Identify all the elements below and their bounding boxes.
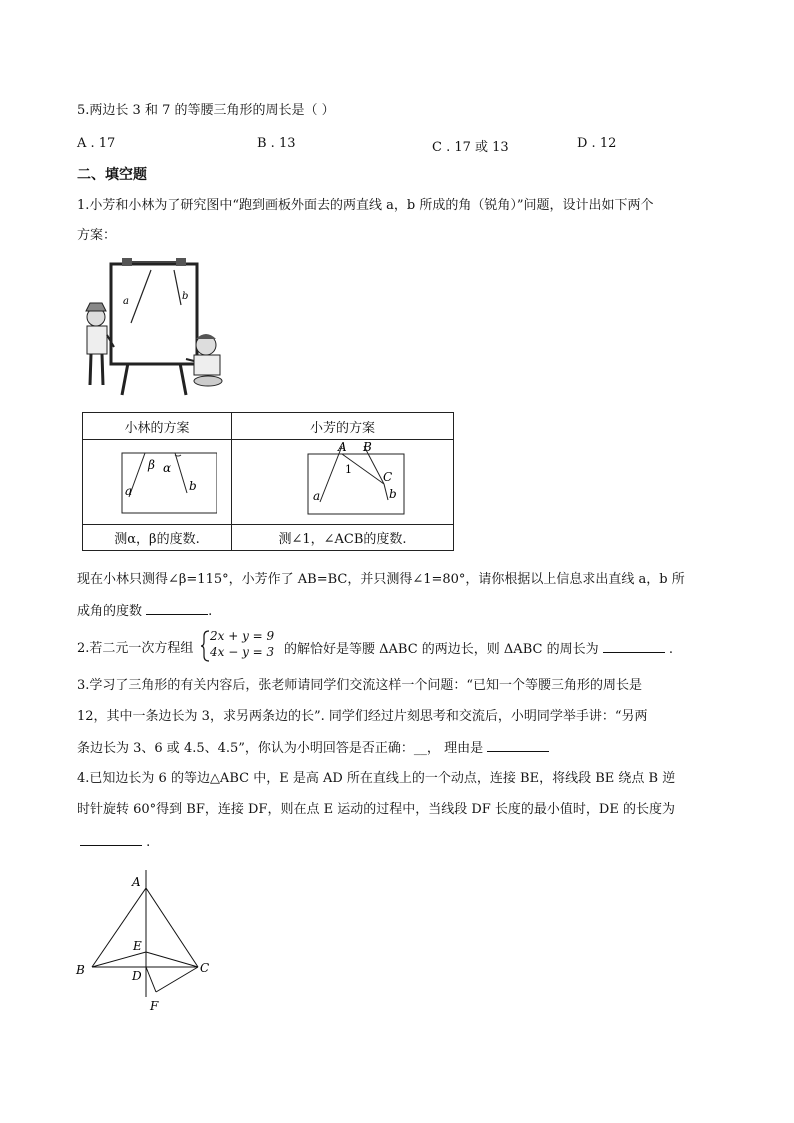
fig-label-B: B [76, 963, 85, 977]
xiaofang-figure [268, 440, 418, 520]
table-header-xiaofang: 小芳的方案 [232, 413, 454, 440]
q3-reason-blank [487, 739, 549, 752]
fig2-C: C [382, 470, 392, 484]
q1-answer-blank [146, 602, 208, 615]
fig-label-E: E [133, 939, 142, 953]
q5-option-d: D . 12 [577, 136, 617, 151]
q3-line3 [77, 739, 549, 758]
brace-icon [200, 630, 210, 662]
fig2-A: A [337, 440, 347, 454]
q4-line2: 时针旋转 60°得到 BF，连接 DF，则在点 E 运动的过程中，当线段 DF 长度的最小值时，DE 的长度为 [77, 802, 675, 817]
xiaofang-figure-cell [232, 440, 454, 525]
triangle-figure [70, 862, 220, 1022]
fig1-beta: β [148, 458, 155, 472]
q4-line3-suffix: . [146, 835, 151, 850]
q2-eq1: 2x + y = 9 [210, 629, 275, 643]
q5-option-c: C . 17 或 13 [432, 140, 509, 155]
fig1-alpha: α [163, 461, 172, 475]
fig-label-F: F [150, 999, 159, 1013]
q5-option-a: A . 17 [77, 136, 116, 151]
q2-prefix: 2.若二元一次方程组 [77, 641, 194, 656]
q2-eq2: 4x − y = 3 [210, 645, 275, 659]
q1-line3: 现在小林只测得∠β=115°，小芳作了 AB=BC，并只测得∠1=80°，请你根据以上信息求出直线 a，b 所 [77, 572, 685, 587]
section-heading: 二、填空题 [77, 167, 147, 183]
q4-line1: 4.已知边长为 6 的等边△ABC 中，E 是高 AD 所在直线上的一个动点，连接 BE，将线段 BE 绕点 B 逆 [77, 771, 676, 786]
fig-label-A: A [132, 875, 141, 889]
q3-line2: 12，其中一条边长为 3，求另两条边的长”. 同学们经过片刻思考和交流后，小明同学举手讲：“另两 [77, 709, 648, 724]
q1-line4 [77, 602, 212, 621]
q3-line1: 3.学习了三角形的有关内容后，张老师请同学们交流这样一个问题：“已知一个等腰三角形的周长是 [77, 678, 643, 693]
q2-suffix: . [668, 642, 673, 657]
fig1-a: a [125, 484, 133, 498]
q2-answer-blank [603, 640, 665, 653]
fig-label-D: D [132, 969, 142, 983]
q5-text: 5.两边长 3 和 7 的等腰三角形的周长是（ ） [77, 103, 335, 118]
fig1-b: b [189, 479, 197, 493]
plans-table [82, 412, 454, 551]
drawing-board-illustration [78, 255, 228, 400]
board-label-a: a [123, 296, 129, 307]
table-caption-xiaofang: 测∠1，∠ACB的度数. [232, 525, 454, 551]
board-label-b: b [182, 291, 189, 302]
fig2-b: b [388, 487, 397, 501]
xiaolin-figure-cell [83, 440, 232, 525]
fig2-B: B [362, 440, 372, 454]
fig2-angle-1: 1 [344, 463, 352, 476]
table-caption-xiaolin: 测α，β的度数. [83, 525, 232, 551]
q2-middle-text: 的解恰好是等腰 ΔABC 的两边长，则 ΔABC 的周长为 [284, 642, 599, 657]
xiaolin-figure [97, 445, 217, 515]
q1-line2: 方案： [77, 228, 117, 243]
q1-line4-prefix: 成角的度数 [77, 604, 143, 619]
q5-option-b: B . 13 [257, 136, 296, 151]
fig-label-C: C [200, 961, 210, 975]
q4-line3 [80, 833, 150, 852]
q2-middle [284, 640, 673, 659]
q4-answer-blank [80, 833, 142, 846]
q3-line3-text: 条边长为 3、6 或 4.5、4.5”，你认为小明回答是否正确：__， 理由是 [77, 741, 484, 756]
q1-line1: 1.小芳和小林为了研究图中“跑到画板外面去的两直线 a，b 所成的角（锐角）”问题，设计出如下两个 [77, 198, 654, 213]
table-header-xiaolin: 小林的方案 [83, 413, 232, 440]
fig2-a: a [312, 489, 320, 503]
q1-line4-suffix: . [208, 604, 213, 619]
